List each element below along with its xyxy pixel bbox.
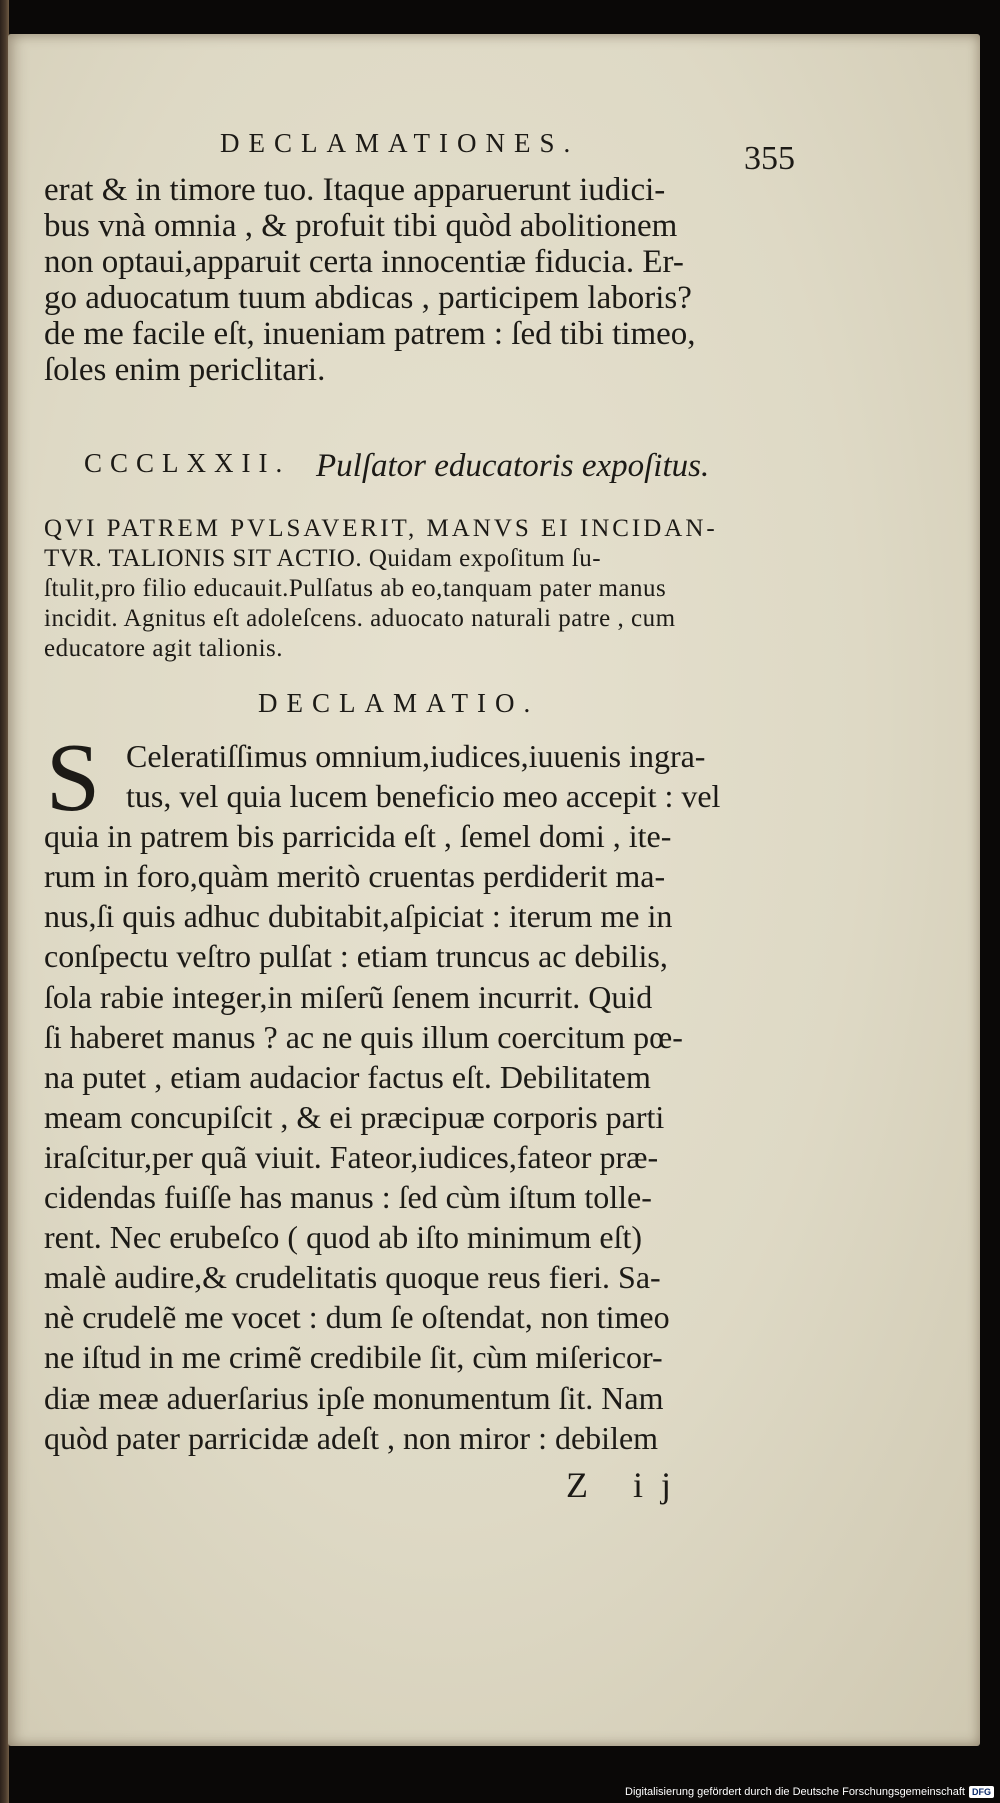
footer-text: Digitalisierung gefördert durch die Deutsche Forschungsgemeinschaft [625, 1786, 965, 1798]
body-line: nus,ſi quis adhuc dubitabit,aſpiciat : iterum me in [44, 898, 673, 935]
body-line: rum in foro,quàm meritò cruentas perdiderit ma- [44, 858, 666, 895]
body-line: nè crudelẽ me vocet : dum ſe oſtendat, non timeo [44, 1299, 670, 1336]
argument-block [44, 514, 796, 664]
argument-line: educatore agit talionis. [44, 635, 284, 662]
declamatio-body [44, 736, 796, 1458]
section-number: CCCLXXII. [84, 448, 291, 478]
body-line: Celeratiſſimus omnium,iudices,iuuenis ingra- [126, 738, 706, 774]
body-line: ſi haberet manus ? ac ne quis illum coercitum pœ- [44, 1018, 683, 1055]
declamatio-heading: DECLAMATIO. [258, 688, 540, 718]
body-line: malè audire,& crudelitatis quoque reus fieri. Sa- [44, 1259, 661, 1296]
body-line: diæ meæ aduerſarius ipſe monumentum ſit. Nam [44, 1379, 664, 1416]
text-line: non optaui,apparuit certa innocentiæ fiducia. Er- [44, 244, 684, 280]
argument-line: incidit. Agnitus eſt adoleſcens. aduocato naturali patre , cum [44, 605, 676, 632]
page-number: 355 [744, 140, 795, 177]
signature-mark: Z ij [566, 1465, 689, 1505]
body-line: conſpectu veſtro pulſat : etiam truncus ac debilis, [44, 938, 668, 975]
body-line: na putet , etiam audacior factus eſt. Debilitatem [44, 1058, 651, 1095]
running-head: DECLAMATIONES. [220, 128, 580, 158]
body-line: tus, vel quia lucem beneficio meo accepit : vel [126, 778, 721, 815]
body-line: ſola rabie integer,in miſerũ ſenem incurrit. Quid [44, 978, 653, 1015]
text-line: erat & in timore tuo. Itaque apparuerunt iudici- [44, 172, 666, 208]
text-line: bus vnà omnia , & profuit tibi quòd abolitionem [44, 208, 678, 244]
body-line: meam concupiſcit , & ei præcipuæ corporis parti [44, 1098, 665, 1135]
argument-line: ſtulit,pro filio educauit.Pulſatus ab eo,tanquam pater manus [44, 575, 667, 602]
body-line: iraſcitur,per quã viuit. Fateor,iudices,fateor præ- [44, 1138, 659, 1175]
text-line: ſoles enim periclitari. [44, 352, 326, 388]
text-block-top [44, 172, 796, 388]
section-title: Pulſator educatoris expoſitus. [316, 448, 710, 484]
body-line: quòd pater parricidæ adeſt , non miror : debilem [44, 1419, 659, 1456]
drop-cap: S [45, 724, 101, 832]
text-line: de me facile eſt, inueniam patrem : ſed tibi timeo, [44, 316, 696, 352]
body-line: cidendas fuiſſe has manus : ſed cùm iſtum tolle- [44, 1179, 652, 1216]
body-line: rent. Nec erubeſco ( quod ab iſto minimum eſt) [44, 1219, 643, 1256]
footer-credit [625, 1785, 994, 1799]
argument-line: QVI PATREM PVLSAVERIT, MANVS EI INCIDAN- [44, 515, 718, 542]
body-line: quia in patrem bis parricida eſt , ſemel domi , ite- [44, 818, 672, 855]
body-line: ne iſtud in me crimẽ credibile ſit, cùm miſericor- [44, 1339, 663, 1376]
dfg-logo: DFG [969, 1786, 994, 1798]
text-line: go aduocatum tuum abdicas , participem laboris? [44, 280, 692, 316]
argument-line: TVR. TALIONIS SIT ACTIO. Quidam expoſitum ſu- [44, 545, 602, 572]
